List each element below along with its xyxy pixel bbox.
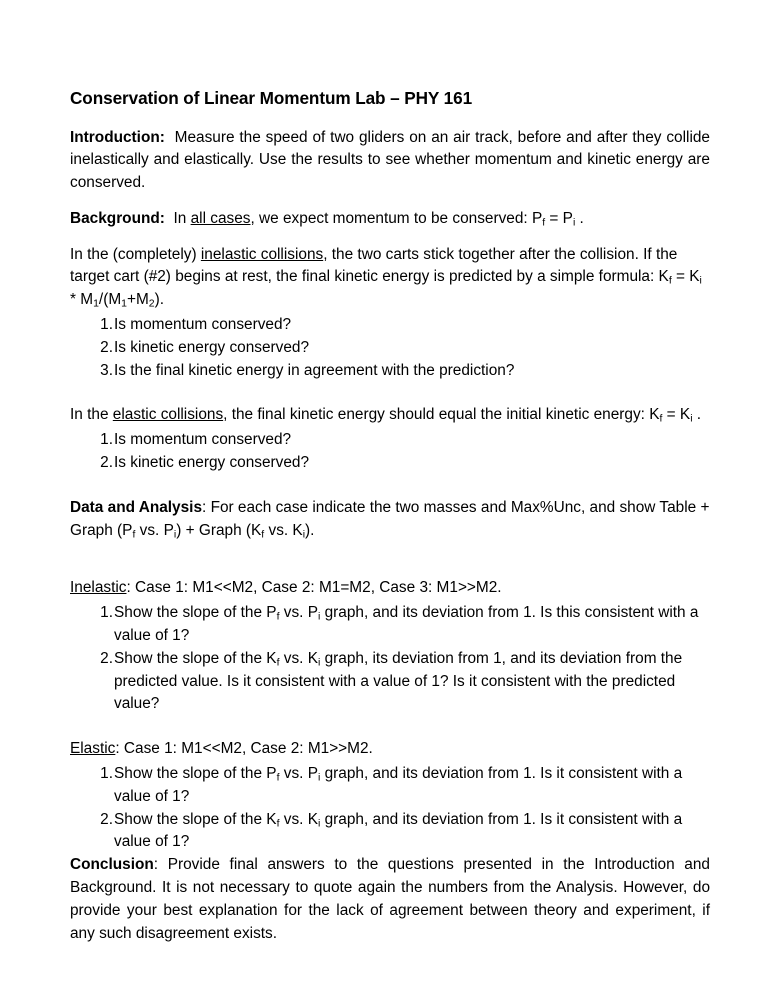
inelastic-intro-paragraph — [70, 244, 710, 312]
kinetic-initial-subscript: i — [302, 528, 306, 540]
list-item-part2: vs. K — [279, 810, 318, 828]
list-item-label: Is the final kinetic energy in agreement with the prediction? — [114, 361, 515, 379]
background-text-after: , we expect momentum to be conserved: P — [250, 209, 543, 227]
inelastic-intro-part4: * M — [70, 291, 94, 309]
inelastic-analysis-list — [70, 602, 710, 716]
momentum-initial-subscript: i — [317, 772, 321, 784]
list-item-part3: graph, and its deviation from 1. Is it consistent with a value of 1? — [114, 810, 683, 851]
list-item-part1: Show the slope of the K — [114, 810, 277, 828]
mass1-subscript-a: 1 — [93, 298, 99, 310]
background-underlined-term: all cases — [190, 209, 251, 227]
list-item-number: 3. — [100, 361, 113, 379]
list-item-part3: graph, its deviation from 1, and its deviation from the predicted value. Is it consistent with a value of 1? Is it consistent with the predicted value? — [114, 649, 683, 713]
data-and-analysis-part2: vs. P — [135, 521, 174, 539]
elastic-intro-paragraph — [70, 404, 710, 427]
kinetic-final-subscript: f — [668, 275, 672, 287]
kinetic-final-subscript: f — [276, 657, 280, 669]
list-item-number: 1. — [100, 316, 113, 334]
momentum-final-subscript: f — [276, 611, 280, 623]
list-item — [70, 602, 710, 648]
kinetic-initial-subscript: i — [317, 657, 321, 669]
kinetic-initial-subscript: i — [690, 413, 693, 425]
kinetic-initial-subscript: i — [699, 275, 702, 287]
page-title: Conservation of Linear Momentum Lab – PHY 161 — [70, 88, 473, 108]
elastic-intro-part3: = K — [662, 406, 691, 424]
list-item-part2: vs. K — [279, 649, 318, 667]
data-and-analysis-paragraph — [70, 497, 710, 543]
momentum-final-subscript: f — [132, 528, 136, 540]
mass2-subscript: 2 — [148, 298, 155, 310]
list-item-number: 1. — [100, 431, 113, 449]
list-item-number: 1. — [100, 604, 113, 622]
list-item-part2: vs. P — [279, 604, 318, 622]
momentum-initial-subscript: i — [572, 217, 576, 229]
data-and-analysis-label: Data and Analysis — [70, 498, 203, 516]
inelastic-intro-part7: ). — [154, 291, 165, 309]
section-spacer — [70, 555, 710, 577]
list-item-number: 1. — [100, 765, 113, 783]
list-item-part1: Show the slope of the K — [114, 649, 277, 667]
list-item-part3: graph, and its deviation from 1. Is this consistent with a value of 1? — [114, 604, 699, 645]
inelastic-intro-part6: +M — [126, 291, 149, 309]
list-item-number: 2. — [100, 810, 113, 828]
section-spacer — [70, 382, 710, 404]
background-paragraph — [70, 208, 710, 231]
list-item — [70, 337, 710, 360]
kinetic-final-subscript: f — [276, 817, 280, 829]
list-item — [70, 809, 710, 855]
conclusion-text: : Provide final answers to the questions presented in the Introduction and Background. It is not necessary to quote again the numbers from the Analysis. However, do provide your best explanation for the lack of agreement between theory and experiment, if any such disagreement exists. — [70, 856, 710, 942]
elastic-cases-heading — [70, 738, 710, 761]
conclusion-paragraph — [70, 854, 710, 945]
list-item — [70, 763, 710, 809]
momentum-final-subscript: f — [542, 217, 546, 229]
introduction-label: Introduction: — [70, 128, 165, 146]
list-item-part3: graph, and its deviation from 1. Is it consistent with a value of 1? — [114, 765, 683, 805]
momentum-equals: = P — [545, 209, 573, 227]
list-item-label: Is momentum conserved? — [114, 316, 292, 334]
kinetic-initial-subscript: i — [317, 817, 321, 829]
section-spacer — [70, 716, 710, 738]
elastic-intro-part1: In the — [70, 406, 113, 424]
inelastic-cases-heading — [70, 577, 710, 600]
list-item — [70, 429, 710, 452]
data-and-analysis-part5: ). — [305, 521, 315, 539]
elastic-analysis-list — [70, 763, 710, 854]
background-text-before: In — [173, 209, 191, 227]
background-label: Background: — [70, 209, 165, 227]
inelastic-intro-part1: In the (completely) — [70, 245, 201, 263]
inelastic-intro-part3: = K — [671, 268, 700, 286]
elastic-intro-part4: . — [692, 406, 702, 424]
mass1-subscript-b: 1 — [121, 298, 127, 310]
list-item-label: Is kinetic energy conserved? — [114, 338, 310, 356]
list-item-number: 2. — [100, 649, 113, 667]
elastic-intro-part2: , the final kinetic energy should equal the initial kinetic energy: K — [223, 406, 660, 424]
elastic-cases-text: : Case 1: M1<<M2, Case 2: M1>>M2. — [115, 740, 373, 758]
list-item-number: 2. — [100, 454, 113, 472]
list-item-part2: vs. P — [279, 765, 318, 783]
data-and-analysis-part4: vs. K — [264, 521, 303, 539]
momentum-initial-subscript: i — [173, 528, 177, 540]
momentum-final-subscript: f — [276, 772, 280, 784]
inelastic-intro-part2: , the two carts stick together after the collision. If the target cart (#2) begins at rest, the final kinetic energy is predicted by a simple formula: K — [70, 245, 678, 286]
list-item — [70, 360, 710, 383]
elastic-questions-list — [70, 429, 710, 475]
conclusion-label: Conclusion — [70, 856, 154, 874]
list-item-label: Is kinetic energy conserved? — [114, 454, 310, 472]
data-and-analysis-part1: : For each case indicate the two masses and Max%Unc, and show Table + Graph (P — [70, 498, 710, 539]
inelastic-questions-list — [70, 314, 710, 382]
background-tail: . — [575, 209, 584, 227]
list-item-part1: Show the slope of the P — [114, 765, 277, 783]
introduction-paragraph — [70, 127, 710, 195]
data-and-analysis-part3: ) + Graph (K — [176, 521, 262, 539]
kinetic-final-subscript: f — [261, 528, 265, 540]
section-spacer — [70, 475, 710, 497]
introduction-text: Measure the speed of two gliders on an air track, before and after they collide inelastically and elastically. Use the results to see whether momentum and kinetic energy are conserved. — [70, 128, 710, 192]
elastic-collisions-underlined-term: elastic collisions — [112, 406, 224, 424]
list-item-part1: Show the slope of the P — [114, 604, 277, 622]
list-item — [70, 648, 710, 716]
inelastic-cases-text: : Case 1: M1<<M2, Case 2: M1=M2, Case 3: M1>>M2. — [126, 579, 502, 597]
kinetic-final-subscript: f — [659, 413, 663, 425]
list-item-label: Is momentum conserved? — [114, 431, 292, 449]
inelastic-underlined-term: Inelastic — [70, 579, 127, 597]
list-item — [70, 314, 710, 337]
momentum-initial-subscript: i — [317, 611, 321, 623]
list-item-number: 2. — [100, 338, 113, 356]
inelastic-collisions-underlined-term: inelastic collisions — [200, 245, 324, 263]
document-body — [70, 88, 710, 958]
list-item — [70, 452, 710, 475]
inelastic-intro-part5: /(M — [98, 291, 122, 309]
elastic-underlined-term: Elastic — [70, 740, 116, 758]
